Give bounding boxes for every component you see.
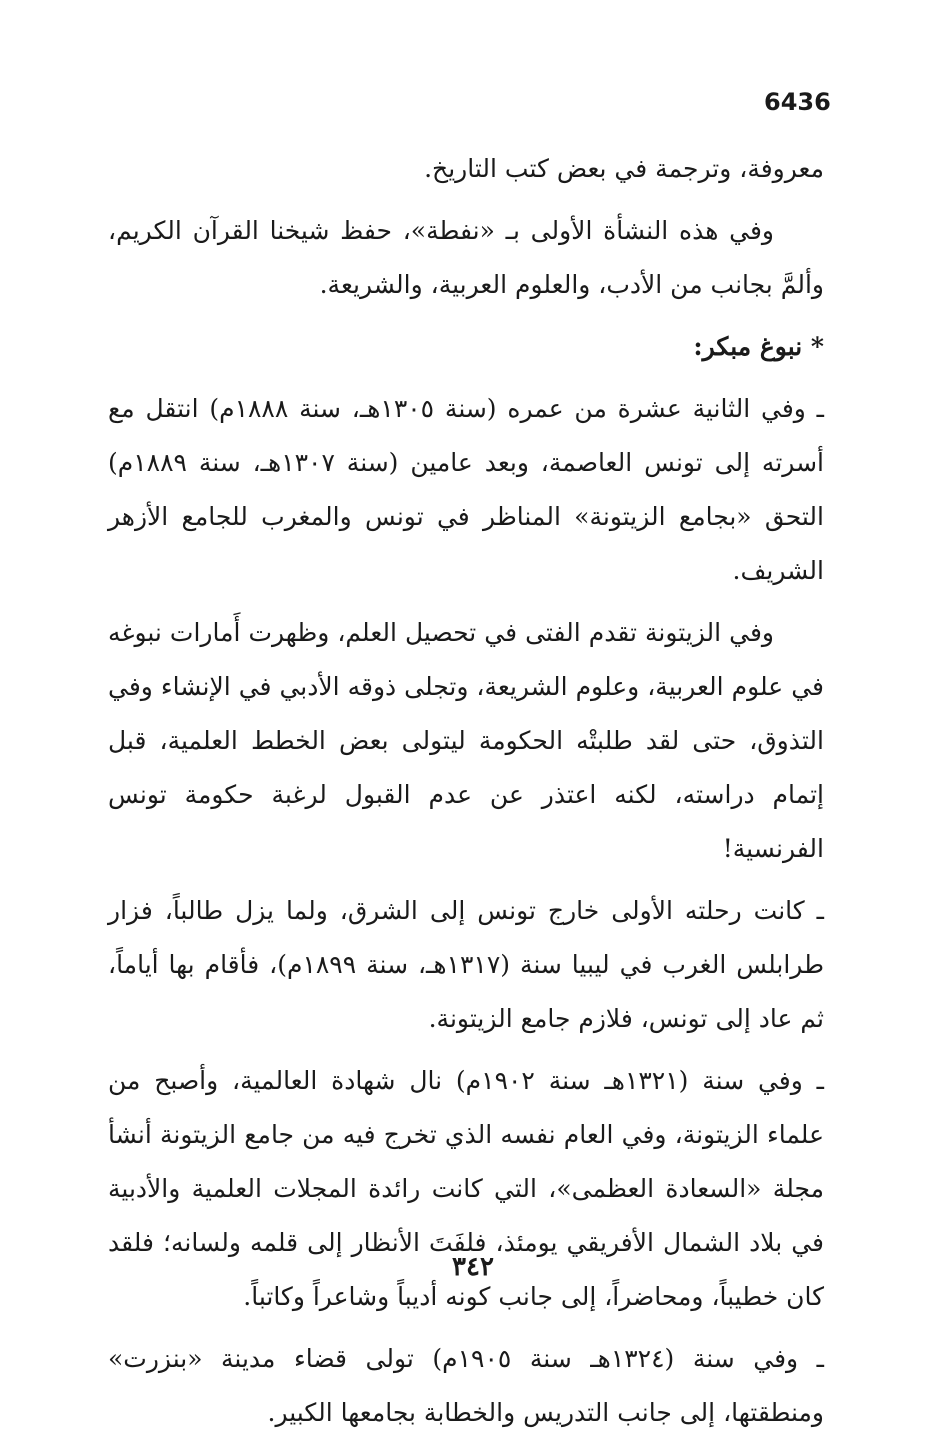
page-number: ٣٤٢ xyxy=(452,1252,494,1282)
paragraph-first-journey: ـ كانت رحلته الأولى خارج تونس إلى الشرق، ولما يزل طالباً، فزار طرابلس الغرب في ليبيا سنة (١٣١٧هـ، سنة ١٨٩٩م)، فأقام بها أياماً، ثم عاد إلى تونس، فلازم جامع الزيتونة. xyxy=(108,896,824,1033)
paragraph-continuation: معروفة، وترجمة في بعض كتب التاريخ. xyxy=(424,154,824,183)
paragraph-zaytuna-studies: وفي الزيتونة تقدم الفتى في تحصيل العلم، وظهرت أَمارات نبوغه في علوم العربية، وعلوم الشريعة، وتجلى ذوقه الأدبي في الإنشاء وفي التذوق، حتى لقد طلبتْه الحكومة ليتولى بعض الخطط العلمية، قبل إتمام دراسته، لكنه اعتذر عن عدم القبول لرغبة حكومة تونس الفرنسية! xyxy=(108,618,824,863)
section-heading: * نبوغ مبكر: xyxy=(693,332,824,361)
paragraph-early-education: وفي هذه النشأة الأولى بـ «نفطة»، حفظ شيخنا القرآن الكريم، وألمَّ بجانب من الأدب، والعلوم العربية، والشريعة. xyxy=(108,216,824,299)
paragraph-graduation: ـ وفي سنة (١٣٢١هـ سنة ١٩٠٢م) نال شهادة العالمية، وأصبح من علماء الزيتونة، وفي العام نفسه الذي تخرج فيه من جامع الزيتونة أنشأ مجلة «السعادة العظمى»، التي كانت رائدة المجلات العلمية والأدبية في بلاد الشمال الأفريقي يومئذ، فلفَتَ الأنظار إلى قلمه ولسانه؛ فلقد كان خطيباً، ومحاضراً، إلى جانب كونه أديباً وشاعراً وكاتباً. xyxy=(108,1066,824,1311)
paragraph-judgeship: ـ وفي سنة (١٣٢٤هـ سنة ١٩٠٥م) تولى قضاء مدينة «بنزرت» ومنطقتها، إلى جانب التدريس والخطابة بجامعها الكبير. xyxy=(108,1344,824,1427)
paragraph-move-to-tunis: ـ وفي الثانية عشرة من عمره (سنة ١٣٠٥هـ، سنة ١٨٨٨م) انتقل مع أسرته إلى تونس العاصمة، وبعد عامين (سنة ١٣٠٧هـ، سنة ١٨٨٩م) التحق «بجامع الزيتونة» المناظر في تونس والمغرب للجامع الأزهر الشريف. xyxy=(108,394,825,585)
page-id-number: 6436 xyxy=(764,88,831,116)
